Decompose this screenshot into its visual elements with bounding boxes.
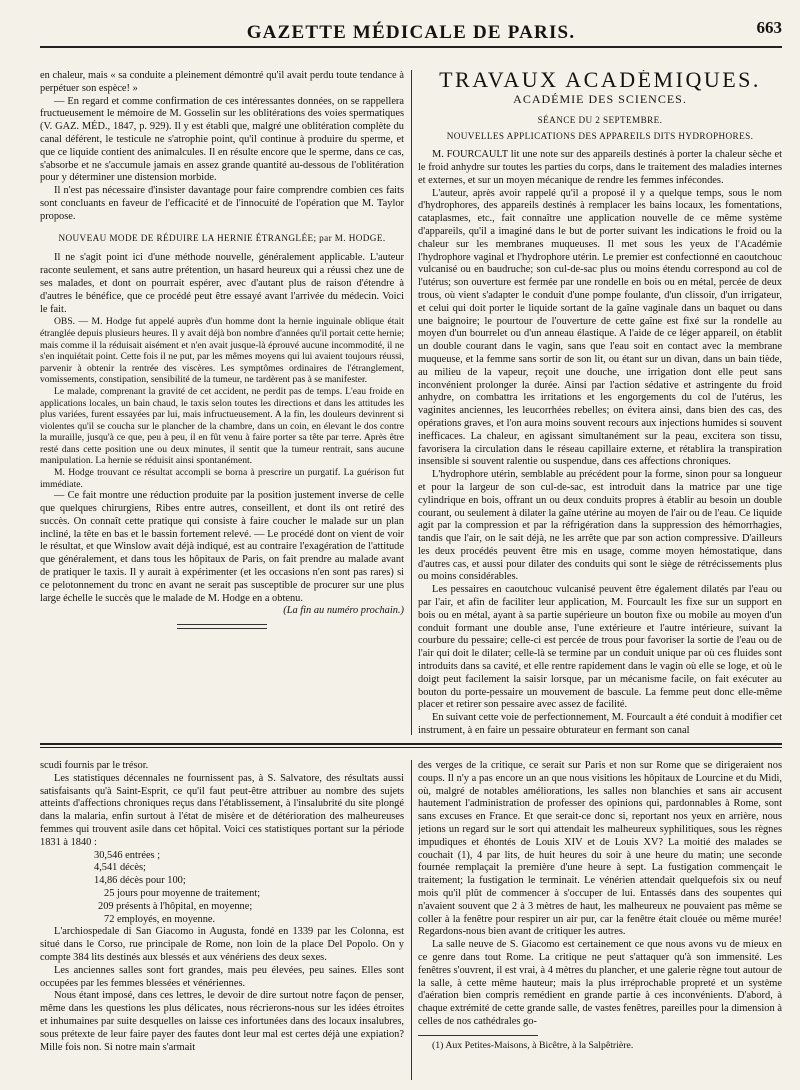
paragraph: Nous étant imposé, dans ces lettres, le devoir de dire surtout notre façon de penser, même dans les questions les plus délicates, nous récrierons-nous sur les idées étroites et inhumaines par suite desquelles on laisse ces infortunées dans des locaux insalubres, sous prétexte de leur faire payer des fautes dont leur mal est certes déjà une expiation? Mille fois non. Si notre main s'armait (40, 990, 404, 1053)
footnote: (1) Aux Petites-Maisons, à Bicêtre, à la Salpêtrière. (432, 1039, 634, 1051)
paragraph: Il ne s'agit point ici d'une méthode nouvelle, généralement applicable. L'auteur raconte seulement, et sans autre prétention, un hasard heureux qui a réussi chez une de ses malades, et dont on pourrait espérer, avec d'autant plus de raison d'étendre à d'autres le bénéfice, que ce procédé peut être essayé avant l'arrivée du médecin. Voici le fait. (40, 252, 404, 315)
paragraph: L'archiospedale di San Giacomo in Augusta, fondé en 1339 par les Colonna, est situé dans le Corso, rue principale de Rome, non loin de la place Del Popolo. On y compte 384 lits destinés aux blessés et aux vénériens des deux sexes. (40, 926, 404, 963)
paragraph: — En regard et comme confirmation de ces intéressantes données, on se rappellera fructueusement le mémoire de M. Gosselin sur les oblitérations des voies spermatiques (V. GAZ. MÉD., 1847, p. 929). Il y est établi que, malgré une oblitération complète du canal déférent, le testicule ne s'atrophie point, qu'il continue à produire du sperme, et que ce liquide contient des animalcules. Il en résulte encore que le sperme, dans ce cas, s'absorbe et ne s'accumule jamais en assez grande quantité au-dessous de l'oblitération pour y déterminer une distension morbide. (40, 95, 404, 184)
horizontal-rule (40, 747, 782, 748)
column-divider (411, 760, 412, 1080)
stat-line: 14,86 décès pour 100; (94, 875, 186, 887)
bottom-right-column (418, 760, 782, 1082)
observation-paragraph: M. Hodge trouvant ce résultat accompli se borna à prescrire un purgatif. La guérison fut immédiate. (40, 467, 404, 490)
horizontal-rule (40, 743, 782, 745)
paragraph: — Ce fait montre une réduction produite par la position justement inverse de celle que quelques chirurgiens, Ribes entre autres, conseillent, et dont ils ont retiré des succès. On connaît cette pratique qui consiste à faire coucher le malade sur un plan incliné, la tête en bas et le bassin fortement relevé. — Le procédé dont on vient de voir le résultat, et que Winslow avait déjà indiqué, est au contraire l'exagération de l'attitude que généralement, et dans tous les hôpitaux de Paris, on fait prendre au malade avant de pratiquer le taxis. Il y aurait à expérimenter (et les occasions n'en sont pas rares) si ce pelotonnement du tronc en avant ne serait pas susceptible de procurer sur une plus large échelle le succès que le malade de M. Hodge en a obtenu. (40, 490, 404, 604)
paragraph: L'auteur, après avoir rappelé qu'il a proposé il y a quelque temps, sous le nom d'hydrophores, des appareils destinés à remplacer les bains locaux, les fomentations, cataplasmes, etc., fait connaître une application nouvelle de ce même système d'appareils, qu'il a imaginé dans le but de porter suivant les indications le froid ou la chaleur sur les membranes muqueuses. Il met sous les yeux de l'Académie l'hydrophore vaginal et l'hydrophore utérin. Le premier est confectionné en caoutchouc vulcanisé ou en baudruche; son cul-de-sac plus ou moins étendu correspond au col de l'utérus; son ouverture est fermée par une rondelle en bois ou en métal, percée de deux trous, où vient s'adapter le conduit d'une pompe foulante, d'un clissoir, d'un irrigateur, et celui qui doit porter le liquide sortant de la gaîne vaginale dans un baquet ou dans une baignoire; le pourtour de l'ouverture de cette gaîne est fixé sur la rondelle au moyen d'un bourrelet ou d'un anneau élastique. A l'aide de ce léger appareil, on établit un double courant dans le vagin, sans que l'eau soit en contact avec la membrane muqueuse, et la femme sans sortir de son lit, ou étant sur un divan, dans un bain tiède, au milieu de la vapeur, reçoit une douche, une irrigation dont elle peut sans inconvénient prolonger la durée. Ainsi par l'action sédative et astringente du froid anhydre, on combattra les irritations et les engorgements du col de l'utérus, les vaginites anciennes, les leucorrhées rebelles; on évitera ainsi, dans bien des cas, des opérations graves, et l'on aura moins souvent recours aux injections humides si souvent inefficaces. La chaleur, en agissant simultanément sur la peau, excitera son tissu, favorisera la circulation dans le réseau capillaire externe, et rétablira la transpiration insensible si souvent ralentie ou suspendue, dans ces affections chroniques. (418, 187, 782, 468)
session-date: SÉANCE DU 2 SEPTEMBRE. (537, 114, 663, 125)
ornament-divider (177, 624, 267, 629)
continued-note: (La fin au numéro prochain.) (283, 605, 404, 617)
statistics-list (40, 850, 404, 927)
stat-line: 25 jours pour moyenne de traitement; (104, 887, 261, 899)
column-divider (411, 70, 412, 735)
paragraph: en chaleur, mais « sa conduite a pleinement démontré qu'il avait perdu toute tendance à perpétuer son espèce! » (40, 70, 404, 94)
page-header (40, 10, 782, 48)
stat-line: 4,541 décès; (94, 862, 146, 874)
topic-heading: NOUVELLES APPLICATIONS DES APPAREILS DITS HYDROPHORES. (446, 131, 754, 142)
section-title: TRAVAUX ACADÉMIQUES. (439, 70, 761, 92)
journal-title: GAZETTE MÉDICALE DE PARIS. (246, 22, 576, 43)
paragraph: M. FOURCAULT lit une note sur des appareils destinés à porter la chaleur sèche et le froid anhydre sur toutes les parties du corps, dans le traitement des maladies internes et externes, et sur un moyen mécanique de rendre les femmes infécondes. (418, 149, 782, 186)
academy-title: ACADÉMIE DES SCIENCES. (513, 91, 687, 106)
paragraph: scudi fournis par le trésor. (40, 760, 149, 771)
paragraph: L'hydrophore utérin, semblable au précédent pour la forme, sinon pour sa longueur et pour la largeur de son cul-de-sac, est introduit dans la matrice par une tige cylindrique en bois, offrant un ou deux conduits propres à établir au besoin un double courant, ou seulement à dilater la gaîne utérine au moyen de l'air ou de l'eau. Ce liquide agit par la compression et par la réfrigération dans la suppression des hémorrhagies, tandis que l'air, on le sait déjà, ne les arrête que par son action compressive. D'ailleurs les deux procédés peuvent être mis en usage, comme moyen hémostatique, dans d'autres cas, et aussi pour dilater des conduits qui sont le siège de rétrécissements plus ou moins considérables. (418, 469, 782, 583)
right-column (418, 70, 782, 738)
stat-line: 209 présents à l'hôpital, en moyenne; (98, 900, 253, 912)
paragraph: Les anciennes salles sont fort grandes, mais peu élevées, peu saines. Elles sont occupées par les femmes blessées et vénériennes. (40, 964, 404, 989)
paragraph: Les pessaires en caoutchouc vulcanisé peuvent être également dilatés par l'eau ou par l'air, et afin de faciliter leur application, M. Fourcault les fixe sur un support en bois ou en métal, ayant à sa partie supérieure un bouton fixe ou mobile au moyen d'un conduit formant une double anse, l'une extérieure et l'autre intérieure, suivant la courbure du pessaire; celle-ci est percée de trous pour favoriser la sortie de l'eau ou de l'air qui doit le dilater; celle-là se termine par un conduit unique par où ces fluides sont introduits dans sa cavité, et elle rentre rapidement dans le vagin où elle se loge, et où le doigt peut facilement la saisir lorsque, par un mécanisme facile, on fait exécuter au bouton du porte-pessaire un mouvement de bascule. La femme peut donc elle-même placer et retirer son pessaire avec assez de facilité. (418, 584, 782, 711)
observation-paragraph: OBS. — M. Hodge fut appelé auprès d'un homme dont la hernie inguinale oblique était étranglée depuis plusieurs heures. Il y avait déjà bon nombre d'années qu'il portait cette hernie; mais comme il la réduisait aisément et n'en avait jusque-là éprouvé aucune incommodité, il ne s'en inquiétait point. Cette fois il ne put, par les mêmes moyens qui lui avaient toujours réussi, parvenir à obtenir la rentrée des viscères. Les symptômes ordinaires de l'étranglement, vomissements, constipation, sensibilité de la tumeur, ne tardèrent pas à se manifester. (40, 316, 404, 386)
stat-line: 30,546 entrées ; (94, 849, 161, 861)
paragraph: Il n'est pas nécessaire d'insister davantage pour faire comprendre combien ces faits sont concluants en faveur de l'efficacité et de l'innocuité de l'opération que M. Taylor propose. (40, 185, 404, 222)
stat-line: 72 employés, en moyenne. (104, 913, 216, 925)
page-number: 663 (756, 18, 782, 37)
paragraph: La salle neuve de S. Giacomo est certainement ce que nous avons vu de mieux en ce genre dans tout Rome. La critique ne peut s'attaquer qu'à son immensité. Les fenêtres s'ouvrent, il est vrai, à 4 mètres du plancher, et une galerie règne tout autour de la salle, à cette même hauteur; mais la plus irréprochable propreté et un système d'aération bien compris remédient en grande partie à ces inconvénients. D'abord, à chaque extrémité de cette grande salle, de vastes fenêtres, pareilles pour la dimension à celles de nos cathédrales go- (418, 939, 782, 1027)
bottom-left-column (40, 760, 404, 1082)
paragraph: des verges de la critique, ce serait sur Paris et non sur Rome que se dirigeraient nos coups. Il n'y a pas encore un an que nous visitions les hôpitaux de Lourcine et du Midi, où, malgré de notables améliorations, les salles non blanchies et sans air accusent hautement l'administration de professer des opinions qui, pardonnables à Rome, sont sans excuses en France. Et que serait-ce donc si, reportant nos yeux en arrière, nous jetions un regard sur le sort qui attendait les malheureux syphilitiques, sous les règnes impudiques et éhontés de Louis XIV et de Louis XV? La moitié des malades se couchait (1), 4 par lits, de huit heures du soir à une heure du matin; une seconde fournée remplaçait la première d'une heure à sept. La fustigation commençait le traitement; la fustigation le terminait. Le vénérien attendait quelquefois six ou neuf mois qu'il plût de commencer à s'occuper de lui. Entassés dans des soupentes qui n'avaient souvent que 2 à 3 mètres de haut, les malheureux ne pouvaient pas même se coller à la fenêtre pour respirer un air pur, car la fenêtre était clouée ou même murée! Regardons-nous bien avant de critiquer les autres. (418, 760, 782, 938)
paragraph: En suivant cette voie de perfectionnement, M. Fourcault a été conduit à modifier cet instrument, à en faire un pessaire obturateur en fermant son canal (418, 712, 782, 737)
paragraph: Les statistiques décennales ne fournissent pas, à S. Salvatore, des résultats aussi satisfaisants qu'à Saint-Esprit, ce qu'il faut peut-être attribuer au nombre des sujets atteints d'affections chroniques reçus dans l'établissement, à l'insalubrité du site plongé dans la malaria, enfin surtout à l'état de misère et de détérioration des malheureuses femmes qui trouvent asile dans cet hôpital. Voici ces statistiques portant sur la période 1831 à 1840 : (40, 772, 404, 848)
section-heading: NOUVEAU MODE DE RÉDUIRE LA HERNIE ÉTRANGLÉE; par M. HODGE. (58, 232, 386, 243)
left-column (40, 70, 404, 738)
observation-paragraph: Le malade, comprenant la gravité de cet accident, ne perdit pas de temps. L'eau froide en applications locales, un bain chaud, le taxis selon toutes les directions et dans les attitudes les plus variées, furent essayées par lui, mais infructueusement. A la fin, les douleurs devinrent si violentes qu'il se coucha sur le plancher de la chambre, dans un coin, en élevant le dos contre la muraille, jusqu'à ce que, peu à peu, il en fût venu à faire porter sa tête par terre. Après être resté dans cette position une ou deux minutes, il sentit que la tumeur rentrait, sans aucune manipulation. La hernie se réduisit ainsi spontanément. (40, 385, 404, 467)
footnote-rule (418, 1035, 538, 1036)
